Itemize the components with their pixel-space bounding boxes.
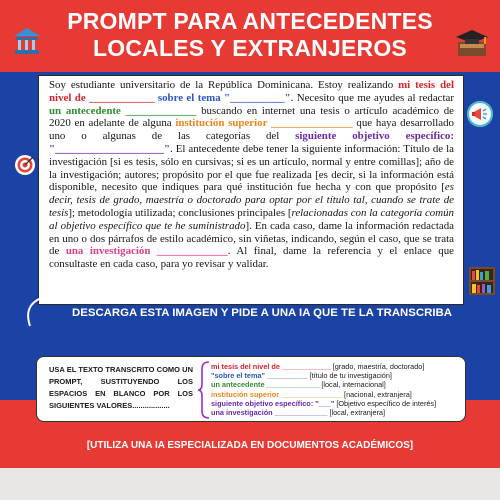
value-text: [título de tu investigación] xyxy=(307,371,392,381)
value-row xyxy=(211,362,465,371)
prompt-text-part: Soy estudiante universitario de la República Dominicana. Estoy realizando xyxy=(49,79,399,91)
placeholder-investigacion: una investigación _____________ xyxy=(65,245,228,258)
value-row xyxy=(211,399,465,408)
value-text: [Objetivo específico de interés] xyxy=(334,398,437,408)
prompt-text-part: buscando en internet una tesis o artículo académico de 2020 en adelante de alguna xyxy=(49,104,454,130)
footer-text: [UTILIZA UNA IA ESPECIALIZADA EN DOCUMENTOS ACADÉMICOS] xyxy=(86,440,414,451)
prompt-text-part: . Necesito que me ayudes al redactar xyxy=(290,91,454,104)
value-key: "sobre el tema" __________ xyxy=(211,371,308,381)
value-row xyxy=(211,408,465,417)
value-key: siguiente objetivo específico: "___" xyxy=(211,398,335,408)
placeholder-objetivo: siguiente objetivo específico: "____________________" xyxy=(49,130,454,155)
placeholder-institucion: institución superior _______________ xyxy=(175,117,353,130)
prompt-text xyxy=(49,79,454,271)
value-text: [local, internacional] xyxy=(319,380,386,390)
prompt-text-italic: es decir, tesis de grado, maestría o doctorado para optar por el título tal, cuando se trate de tesis xyxy=(49,181,454,219)
values-list xyxy=(211,362,465,417)
value-row xyxy=(211,390,465,399)
prompt-text-part: . Al final, dame la referencia y el enlace que consultaste en cada caso, para yo revisar y validar. xyxy=(49,245,454,271)
curly-brace xyxy=(197,361,211,419)
placeholder-tesis-nivel: mi tesis del nivel de ____________ xyxy=(49,79,454,104)
value-key: mi tesis del nivel de ____________ xyxy=(211,362,331,371)
decorative-arc xyxy=(14,292,54,332)
download-heading: DESCARGA ESTA IMAGEN Y PIDE A UNA IA QUE TE LA TRANSCRIBA xyxy=(72,307,452,319)
title-line-1: PROMPT PARA ANTECEDENTES xyxy=(67,8,433,34)
university-building-icon xyxy=(12,26,42,56)
prompt-text-part: que haya desarrollado uno o algunas de las categorías del xyxy=(49,117,454,143)
prompt-text-part: . El antecedente debe tener la siguiente información: Título de la investigación [si es tesis, sólo en cursivas; si es un artículo, normal y entre comillas]; año de la investigación; autores; propósito por el que fue realizada [es decir, si la información está disponible, necesito que indiques para qué institución fue hecha y con que propósito [ xyxy=(49,142,454,194)
value-row xyxy=(211,371,465,380)
bookshelf-icon xyxy=(468,266,496,296)
target-icon xyxy=(14,154,36,176)
graduation-cap-icon xyxy=(455,28,489,58)
megaphone-icon xyxy=(466,100,494,128)
instructions-text: USA EL TEXTO TRANSCRITO COMO UN PROMPT, SUSTITUYENDO LOS ESPACIOS EN BLANCO POR LOS SIGUIENTES VALORES.................. xyxy=(49,365,193,410)
value-key: institución superior _______________ xyxy=(211,389,343,399)
value-key: un antecedente _____________ xyxy=(211,380,320,390)
value-row xyxy=(211,380,465,389)
instructions-box xyxy=(36,356,466,422)
value-text: [grado, maestría, doctorado] xyxy=(330,362,425,371)
placeholder-tema: sobre el tema "__________" xyxy=(157,91,291,104)
value-text: [local, extranjera] xyxy=(327,408,386,418)
value-key: una investigación _____________ xyxy=(211,408,328,418)
prompt-text-part: ]; metodología utilizada; conclusiones principales [ xyxy=(68,206,292,219)
prompt-panel xyxy=(38,75,464,305)
prompt-text-italic: relacionadas con la categoría común al objetivo específico que te he suministrado xyxy=(49,206,454,232)
value-text: [nacional, extranjera] xyxy=(342,389,412,399)
page-title xyxy=(40,8,460,62)
title-line-2: LOCALES Y EXTRANJEROS xyxy=(93,35,407,61)
prompt-text-part: ]. En cada caso, dame la información redactada en uno o dos párrafos de estilo académico, sin viñetas, indicando, según el caso, que se trata de xyxy=(49,219,454,258)
placeholder-antecedente: un antecedente _____________ xyxy=(49,104,197,117)
